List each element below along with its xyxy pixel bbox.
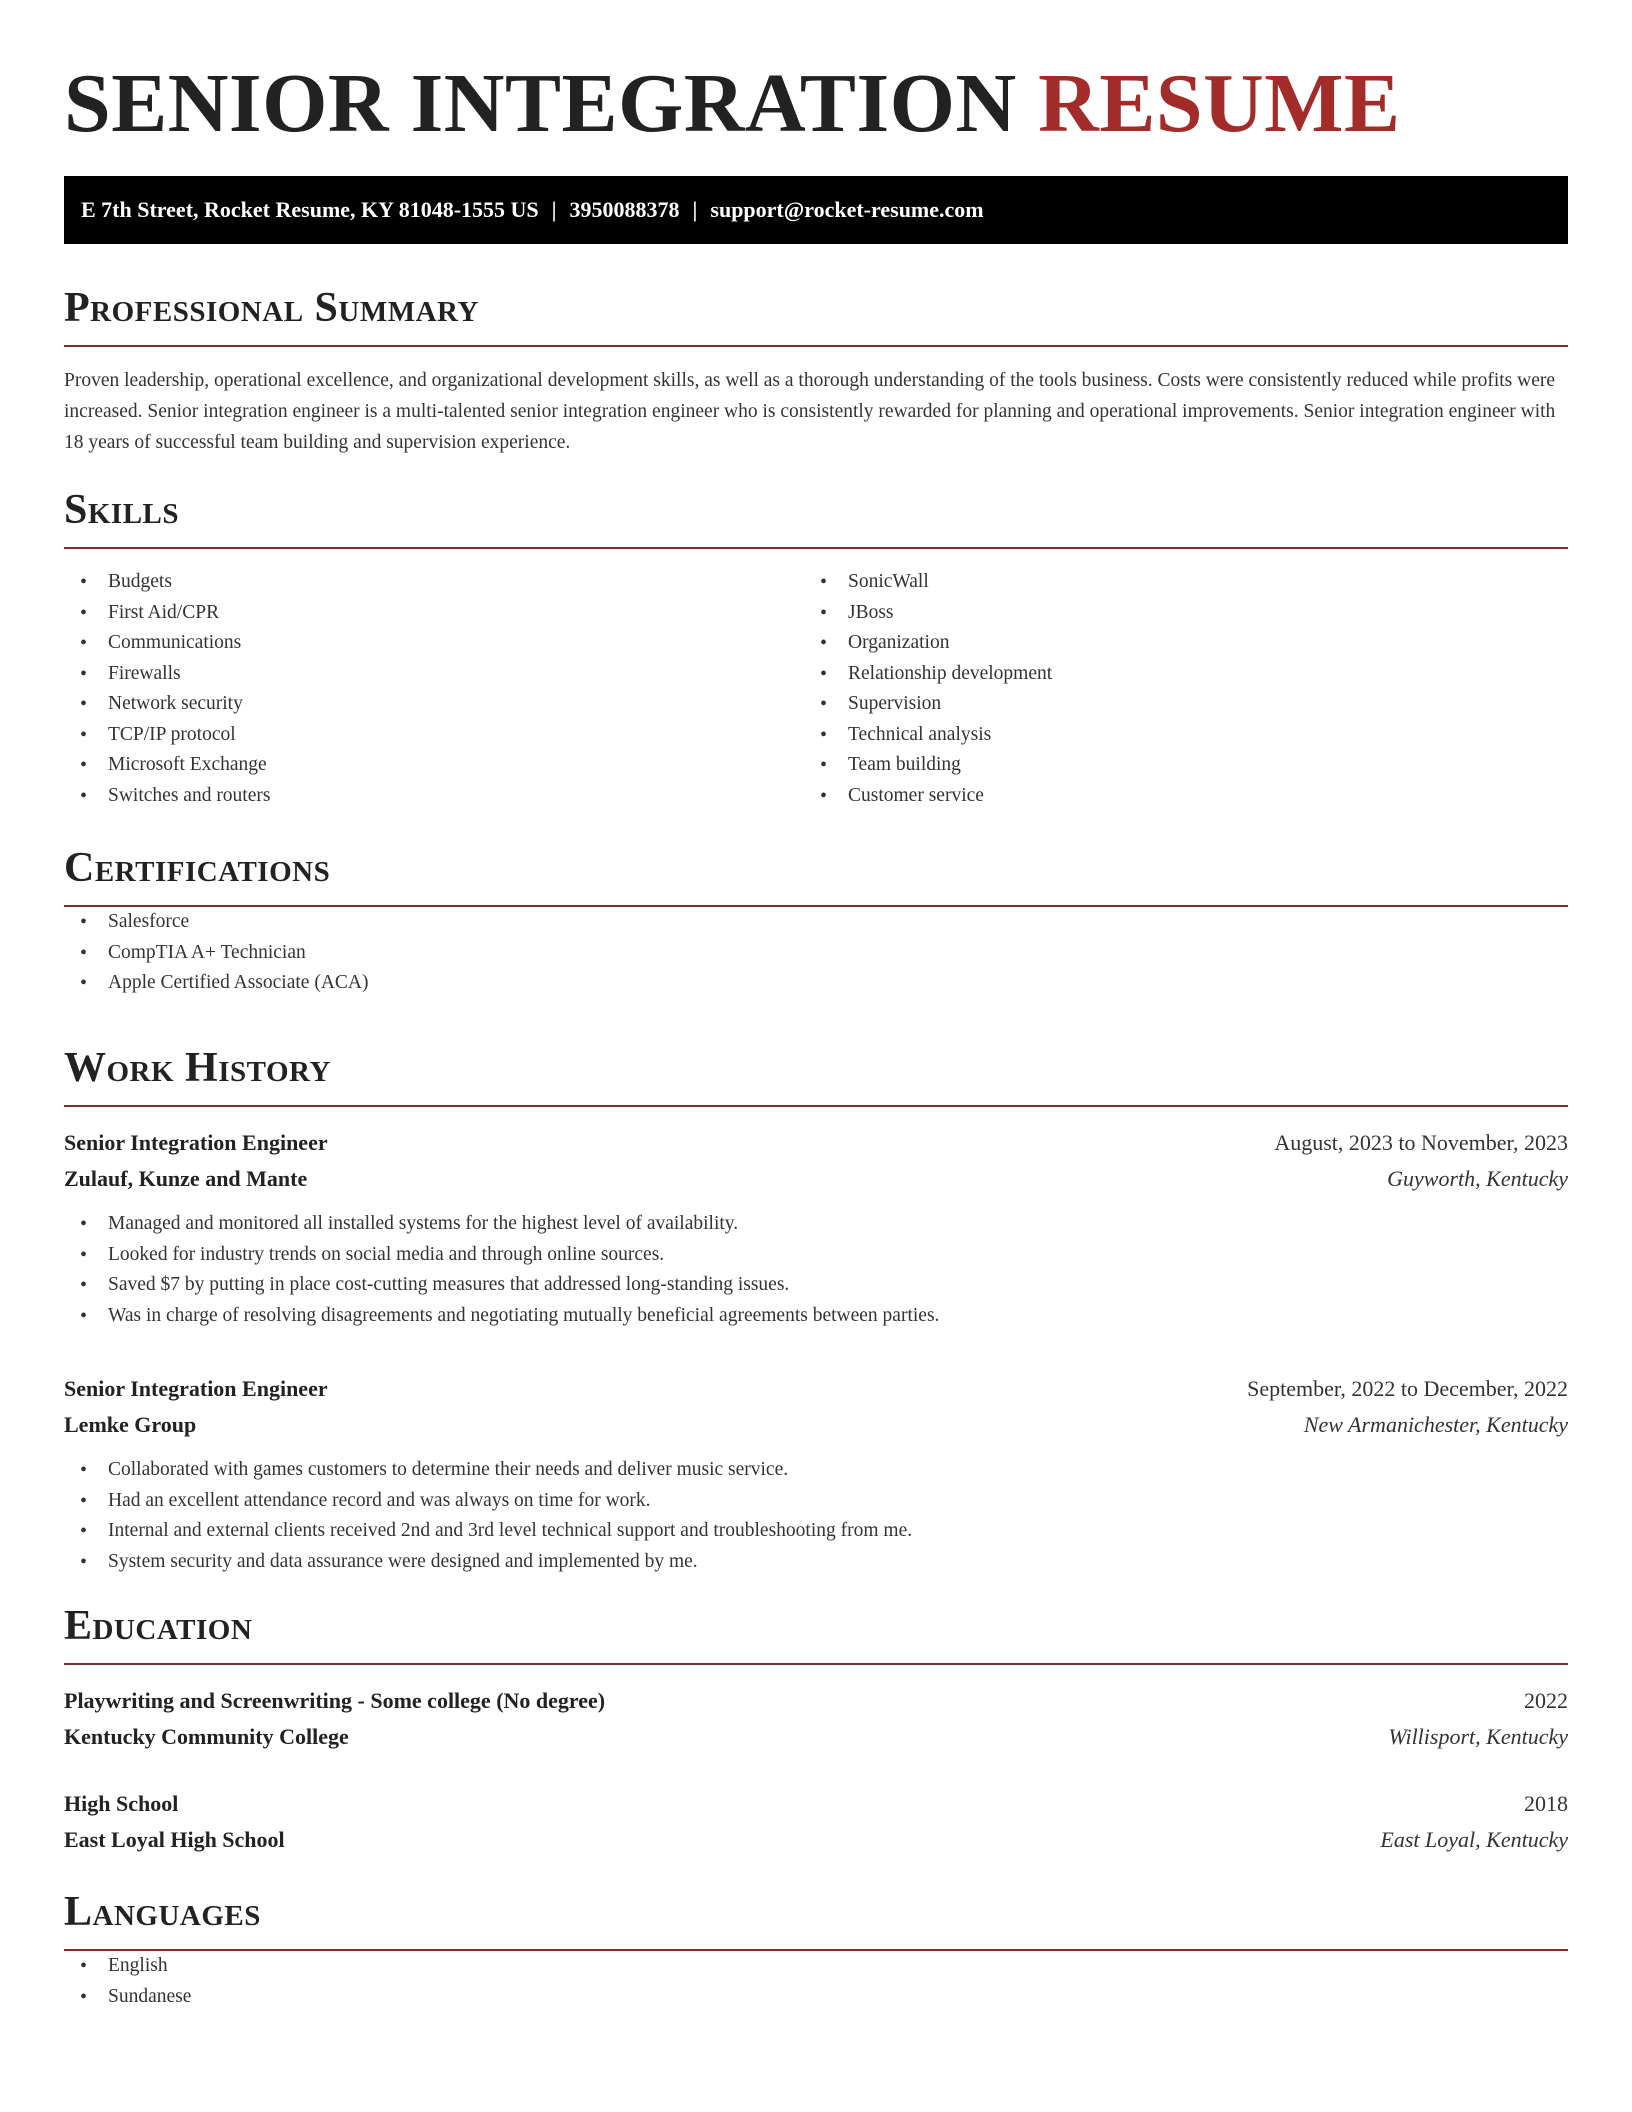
job-header-row <box>64 1371 1568 1407</box>
skills-heading: Skills <box>64 487 180 533</box>
skill-item: • Budgets <box>64 567 804 598</box>
skills-list-right <box>804 567 1544 811</box>
skill-item: • Firewalls <box>64 659 804 690</box>
certifications-list <box>64 907 1568 999</box>
certifications-section <box>64 842 1568 999</box>
skill-item: • SonicWall <box>804 567 1544 598</box>
job-entry <box>64 1371 1568 1577</box>
summary-heading: Professional Summary <box>64 285 479 331</box>
job-bullets <box>64 1455 1568 1577</box>
education-degree: High School <box>64 1791 179 1816</box>
languages-list <box>64 1951 1568 2012</box>
section-divider <box>64 345 1568 347</box>
education-section <box>64 1600 1568 1858</box>
education-degree-row <box>64 1683 1568 1719</box>
education-entry <box>64 1786 1568 1858</box>
section-divider <box>64 1663 1568 1665</box>
education-location: East Loyal, Kentucky <box>1380 1827 1568 1852</box>
job-bullet: • Saved $7 by putting in place cost-cutting measures that addressed long-standing issues. <box>64 1270 1568 1301</box>
job-location: New Armanichester, Kentucky <box>1303 1412 1568 1437</box>
education-degree: Playwriting and Screenwriting - Some college (No degree) <box>64 1688 606 1713</box>
contact-separator: | <box>692 197 698 222</box>
skill-item: • Team building <box>804 750 1544 781</box>
contact-phone[interactable]: 3950088378 <box>569 197 680 222</box>
title-accent: RESUME <box>1038 57 1401 150</box>
skill-item: • Switches and routers <box>64 781 804 812</box>
title-main: SENIOR INTEGRATION <box>64 57 1017 150</box>
contact-address: E 7th Street, Rocket Resume, KY 81048-1555 US <box>81 197 539 222</box>
job-company-row <box>64 1161 1568 1197</box>
education-year: 2022 <box>1524 1688 1568 1713</box>
education-degree-row <box>64 1786 1568 1822</box>
job-bullets <box>64 1209 1568 1331</box>
skill-item: • JBoss <box>804 598 1544 629</box>
job-location: Guyworth, Kentucky <box>1387 1166 1568 1191</box>
section-divider <box>64 547 1568 549</box>
skill-item: • Microsoft Exchange <box>64 750 804 781</box>
skill-item: • Technical analysis <box>804 720 1544 751</box>
resume-title <box>64 56 1401 152</box>
education-school-row <box>64 1719 1568 1755</box>
skill-item: • Relationship development <box>804 659 1544 690</box>
skills-grid <box>64 567 1568 811</box>
education-school-row <box>64 1822 1568 1858</box>
education-heading: Education <box>64 1603 253 1649</box>
education-year: 2018 <box>1524 1791 1568 1816</box>
job-dates: August, 2023 to November, 2023 <box>1274 1130 1568 1155</box>
work-history-heading: Work History <box>64 1045 331 1091</box>
skill-item: • TCP/IP protocol <box>64 720 804 751</box>
education-school: East Loyal High School <box>64 1827 285 1852</box>
section-divider <box>64 1105 1568 1107</box>
job-entry <box>64 1125 1568 1331</box>
job-bullet: • Collaborated with games customers to determine their needs and deliver music service. <box>64 1455 1568 1486</box>
skill-item: • Supervision <box>804 689 1544 720</box>
job-title: Senior Integration Engineer <box>64 1376 328 1401</box>
certifications-heading: Certifications <box>64 845 331 891</box>
contact-separator: | <box>551 197 557 222</box>
skill-item: • First Aid/CPR <box>64 598 804 629</box>
contact-email[interactable]: support@rocket-resume.com <box>710 197 984 222</box>
job-company: Zulauf, Kunze and Mante <box>64 1166 308 1191</box>
summary-text: Proven leadership, operational excellence, and organizational development skills, as well as a thorough understanding of the tools business. Costs were consistently reduced while profits were increased. Senior integration engineer is a multi-talented senior integration engineer who is consistently rewarded for planning and operational improvements. Senior integration engineer with 18 years of successful team building and supervision experience. <box>64 370 1556 453</box>
job-company-row <box>64 1407 1568 1443</box>
certification-item: • CompTIA A+ Technician <box>64 938 1568 969</box>
job-bullet: • System security and data assurance were designed and implemented by me. <box>64 1547 1568 1578</box>
skills-section <box>64 484 1568 811</box>
skill-item: • Organization <box>804 628 1544 659</box>
job-bullet: • Managed and monitored all installed systems for the highest level of availability. <box>64 1209 1568 1240</box>
languages-section <box>64 1886 1568 2012</box>
skill-item: • Customer service <box>804 781 1544 812</box>
job-bullet: • Was in charge of resolving disagreements and negotiating mutually beneficial agreements between parties. <box>64 1301 1568 1332</box>
job-bullet: • Looked for industry trends on social media and through online sources. <box>64 1240 1568 1271</box>
education-school: Kentucky Community College <box>64 1724 349 1749</box>
skill-item: • Network security <box>64 689 804 720</box>
job-bullet: • Internal and external clients received 2nd and 3rd level technical support and troubleshooting from me. <box>64 1516 1568 1547</box>
skills-list-left <box>64 567 804 811</box>
contact-bar <box>64 176 1568 244</box>
job-bullet: • Had an excellent attendance record and was always on time for work. <box>64 1486 1568 1517</box>
certification-item: • Apple Certified Associate (ACA) <box>64 968 1568 999</box>
work-history-section <box>64 1042 1568 1577</box>
education-location: Willisport, Kentucky <box>1388 1724 1568 1749</box>
certification-item: • Salesforce <box>64 907 1568 938</box>
languages-heading: Languages <box>64 1889 261 1935</box>
job-header-row <box>64 1125 1568 1161</box>
summary-section <box>64 282 1568 458</box>
job-title: Senior Integration Engineer <box>64 1130 328 1155</box>
language-item: • English <box>64 1951 1568 1982</box>
skill-item: • Communications <box>64 628 804 659</box>
language-item: • Sundanese <box>64 1982 1568 2013</box>
education-entry <box>64 1683 1568 1755</box>
job-dates: September, 2022 to December, 2022 <box>1247 1376 1568 1401</box>
job-company: Lemke Group <box>64 1412 197 1437</box>
